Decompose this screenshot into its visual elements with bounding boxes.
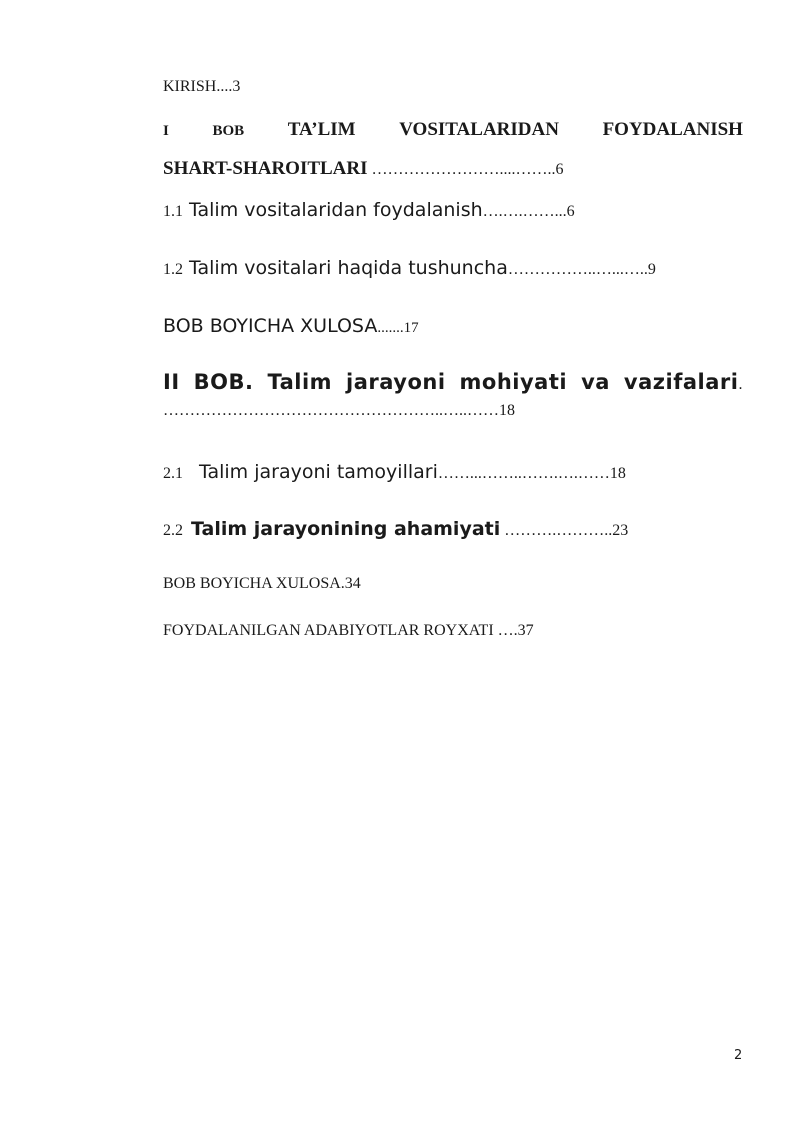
toc-chapter-1-title-row-2 <box>163 150 743 189</box>
entry-number: 1.2 <box>163 261 183 278</box>
chapter-2-word: II <box>163 370 180 394</box>
toc-chapter-1-heading <box>163 111 743 189</box>
chapter-2-word: Talim <box>267 370 333 394</box>
chapter-2-word: jarayoni <box>346 370 446 394</box>
entry-dots: ……...……..…….….……18 <box>437 465 626 482</box>
toc-entry-2-1 <box>163 461 626 483</box>
entry-number: 2.1 <box>163 465 183 482</box>
toc-entry-adabiyotlar: FOYDALANILGAN ADABIYOTLAR ROYXATI ….37 <box>163 622 534 639</box>
entry-number: 1.1 <box>163 203 183 220</box>
chapter-2-word: BOB. <box>193 370 254 394</box>
chapter-1-title-line2: SHART-SHAROITLARI <box>163 158 368 179</box>
chapter-1-title-word: TA’LIM <box>287 119 356 140</box>
entry-title: Talim jarayonining ahamiyati <box>191 518 501 540</box>
toc-chapter-2-heading <box>163 370 743 420</box>
chapter-1-dots: ……………………....……..6 <box>367 161 564 178</box>
chapter-2-period: . <box>738 376 743 393</box>
entry-title: BOB BOYICHA XULOSA <box>163 315 378 337</box>
toc-entry-2-2 <box>163 518 628 540</box>
toc-chapter-2-title-row <box>163 370 743 394</box>
toc-entry-kirish: KIRISH....3 <box>163 78 241 95</box>
page-number: 2 <box>734 1048 743 1063</box>
toc-entry-1-1 <box>163 199 575 221</box>
entry-title: Talim vositalari haqida tushuncha <box>183 257 508 279</box>
chapter-2-word: va <box>581 370 610 394</box>
chapter-1-title-word: FOYDALANISH <box>602 119 743 140</box>
toc-entry-xulosa-1 <box>163 315 419 338</box>
entry-title: Talim vositalaridan foydalanish <box>183 199 483 221</box>
chapter-2-word: vazifalari <box>623 370 739 394</box>
toc-entry-1-2 <box>163 257 656 279</box>
entry-title: Talim jarayoni tamoyillari <box>199 461 438 483</box>
toc-entry-xulosa-2: BOB BOYICHA XULOSA.34 <box>163 575 361 592</box>
chapter-2-dots-line: ……………………………………………..…..……18 <box>163 402 515 419</box>
entry-dots: .......17 <box>377 320 419 336</box>
entry-dots: ….….……...6 <box>482 203 575 220</box>
chapter-2-word-last <box>624 370 743 394</box>
entry-dots: ……………..…...…..9 <box>507 261 656 278</box>
chapter-1-roman: I <box>163 123 169 139</box>
toc-chapter-1-title-row <box>163 111 743 150</box>
chapter-2-word: mohiyati <box>459 370 568 394</box>
entry-number: 2.2 <box>163 522 183 539</box>
chapter-1-bob: BOB <box>212 123 245 139</box>
entry-dots: ……….………..23 <box>500 522 629 539</box>
chapter-1-title-word: VOSITALARIDAN <box>399 119 559 140</box>
